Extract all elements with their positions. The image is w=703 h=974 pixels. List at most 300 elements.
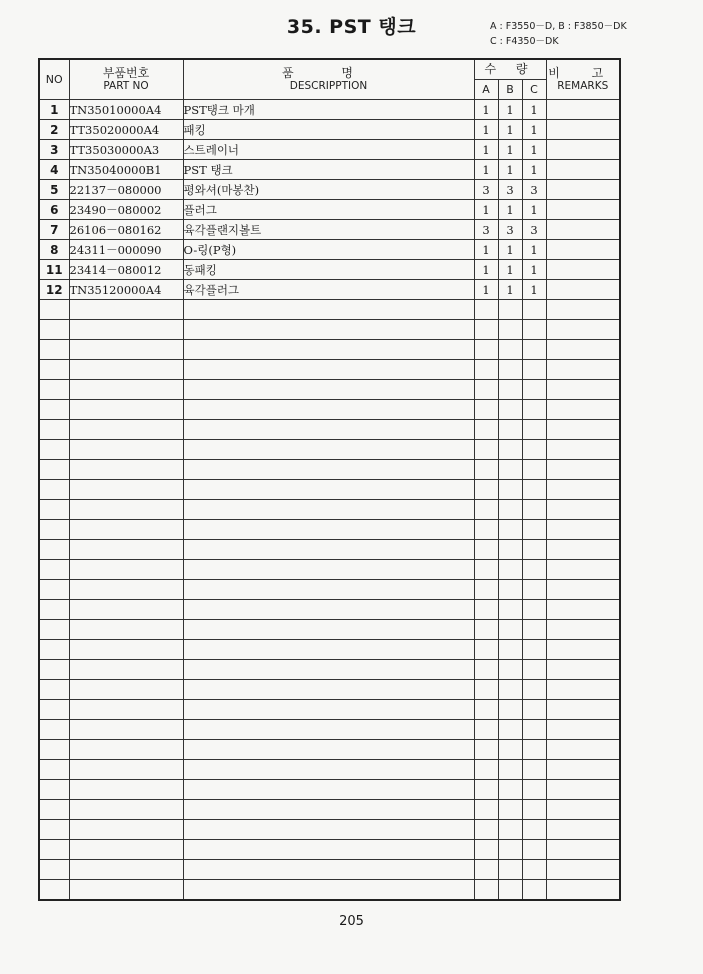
header-description-ko: 품 명	[282, 65, 375, 80]
cell-desc	[183, 740, 474, 760]
cell-a	[474, 840, 498, 860]
cell-part	[69, 480, 183, 500]
table-row	[39, 860, 620, 880]
cell-a	[474, 660, 498, 680]
cell-no	[39, 860, 69, 880]
cell-c	[522, 460, 546, 480]
cell-part: 23414－080012	[69, 260, 183, 280]
cell-part	[69, 820, 183, 840]
cell-c	[522, 660, 546, 680]
model-legend-line-1: A : F3550－D, B : F3850－DK	[490, 21, 627, 32]
table-row	[39, 820, 620, 840]
cell-no: 7	[39, 220, 69, 240]
cell-b	[498, 800, 522, 820]
cell-part	[69, 420, 183, 440]
cell-a	[474, 540, 498, 560]
cell-part	[69, 360, 183, 380]
cell-remarks	[546, 120, 620, 140]
cell-a	[474, 600, 498, 620]
cell-desc	[183, 380, 474, 400]
page-number: 205	[339, 914, 364, 929]
cell-b: 3	[498, 180, 522, 200]
cell-no	[39, 620, 69, 640]
cell-c	[522, 540, 546, 560]
cell-desc: 동패킹	[183, 260, 474, 280]
table-row	[39, 340, 620, 360]
cell-part	[69, 460, 183, 480]
cell-remarks	[546, 660, 620, 680]
cell-b	[498, 520, 522, 540]
cell-no	[39, 580, 69, 600]
cell-a	[474, 580, 498, 600]
cell-no	[39, 400, 69, 420]
cell-a	[474, 520, 498, 540]
cell-remarks	[546, 580, 620, 600]
cell-no	[39, 780, 69, 800]
table-row	[39, 680, 620, 700]
cell-remarks	[546, 400, 620, 420]
cell-b	[498, 860, 522, 880]
cell-b: 1	[498, 100, 522, 120]
cell-remarks	[546, 220, 620, 240]
cell-b	[498, 300, 522, 320]
cell-part: TT35020000A4	[69, 120, 183, 140]
header-qty-c: C	[522, 80, 546, 100]
cell-c	[522, 860, 546, 880]
cell-remarks	[546, 540, 620, 560]
cell-b	[498, 560, 522, 580]
cell-remarks	[546, 460, 620, 480]
cell-remarks	[546, 140, 620, 160]
cell-no	[39, 880, 69, 901]
cell-part	[69, 840, 183, 860]
cell-remarks	[546, 500, 620, 520]
cell-no	[39, 680, 69, 700]
cell-part	[69, 380, 183, 400]
header-quantity-ko: 수 량	[484, 62, 536, 76]
table-row	[39, 440, 620, 460]
cell-remarks	[546, 260, 620, 280]
table-row	[39, 300, 620, 320]
cell-desc: PST 탱크	[183, 160, 474, 180]
cell-a: 1	[474, 100, 498, 120]
cell-no	[39, 740, 69, 760]
cell-part	[69, 300, 183, 320]
cell-no	[39, 300, 69, 320]
cell-part	[69, 620, 183, 640]
cell-b	[498, 400, 522, 420]
cell-c: 1	[522, 120, 546, 140]
cell-c	[522, 780, 546, 800]
cell-no	[39, 340, 69, 360]
cell-c	[522, 880, 546, 901]
cell-desc	[183, 660, 474, 680]
cell-b: 1	[498, 200, 522, 220]
cell-b	[498, 700, 522, 720]
cell-b	[498, 880, 522, 901]
parts-table	[38, 58, 621, 901]
model-legend-line-2: C : F4350－DK	[490, 36, 559, 47]
page-title: 35. PST 탱크	[286, 16, 417, 38]
table-row	[39, 380, 620, 400]
cell-b: 1	[498, 260, 522, 280]
header-description	[183, 59, 474, 100]
cell-part	[69, 320, 183, 340]
cell-part	[69, 720, 183, 740]
table-row	[39, 140, 620, 160]
cell-a	[474, 420, 498, 440]
cell-part	[69, 740, 183, 760]
cell-a: 1	[474, 160, 498, 180]
cell-no: 8	[39, 240, 69, 260]
cell-part	[69, 560, 183, 580]
cell-no: 1	[39, 100, 69, 120]
cell-c: 1	[522, 160, 546, 180]
table-row	[39, 500, 620, 520]
cell-a: 1	[474, 240, 498, 260]
cell-remarks	[546, 160, 620, 180]
cell-desc	[183, 300, 474, 320]
cell-no	[39, 700, 69, 720]
header-remarks	[546, 59, 620, 100]
table-row	[39, 260, 620, 280]
cell-desc	[183, 680, 474, 700]
cell-a: 1	[474, 140, 498, 160]
cell-no	[39, 660, 69, 680]
cell-a	[474, 680, 498, 700]
cell-no	[39, 460, 69, 480]
cell-remarks	[546, 380, 620, 400]
table-row	[39, 480, 620, 500]
cell-desc	[183, 720, 474, 740]
cell-c	[522, 820, 546, 840]
cell-c: 1	[522, 240, 546, 260]
cell-no	[39, 800, 69, 820]
cell-part: TN35040000B1	[69, 160, 183, 180]
cell-no: 2	[39, 120, 69, 140]
cell-no	[39, 820, 69, 840]
cell-desc	[183, 360, 474, 380]
cell-part	[69, 440, 183, 460]
cell-remarks	[546, 820, 620, 840]
cell-part	[69, 660, 183, 680]
cell-desc	[183, 860, 474, 880]
cell-part	[69, 700, 183, 720]
header-part-no	[69, 59, 183, 100]
header-remarks-en: REMARKS	[557, 79, 609, 92]
cell-c	[522, 360, 546, 380]
cell-desc	[183, 500, 474, 520]
table-row	[39, 740, 620, 760]
cell-c	[522, 560, 546, 580]
cell-desc: 패킹	[183, 120, 474, 140]
cell-c	[522, 680, 546, 700]
cell-b	[498, 740, 522, 760]
cell-c: 3	[522, 220, 546, 240]
cell-desc: 플러그	[183, 200, 474, 220]
table-row	[39, 360, 620, 380]
cell-a: 1	[474, 280, 498, 300]
cell-c	[522, 620, 546, 640]
cell-c	[522, 440, 546, 460]
cell-part: 23490－080002	[69, 200, 183, 220]
cell-remarks	[546, 520, 620, 540]
cell-no	[39, 720, 69, 740]
table-row	[39, 540, 620, 560]
cell-b: 1	[498, 280, 522, 300]
cell-remarks	[546, 480, 620, 500]
table-row	[39, 100, 620, 120]
cell-b	[498, 380, 522, 400]
table-row	[39, 700, 620, 720]
cell-part	[69, 520, 183, 540]
cell-part: TN35120000A4	[69, 280, 183, 300]
cell-c	[522, 720, 546, 740]
cell-a	[474, 560, 498, 580]
cell-desc	[183, 560, 474, 580]
cell-desc: O-링(P형)	[183, 240, 474, 260]
cell-b: 1	[498, 160, 522, 180]
cell-a	[474, 700, 498, 720]
cell-c	[522, 700, 546, 720]
cell-desc	[183, 880, 474, 901]
cell-desc	[183, 820, 474, 840]
table-row	[39, 580, 620, 600]
cell-no	[39, 440, 69, 460]
cell-desc	[183, 600, 474, 620]
cell-remarks	[546, 100, 620, 120]
table-row	[39, 760, 620, 780]
cell-c: 1	[522, 260, 546, 280]
cell-part	[69, 540, 183, 560]
parts-table-body	[39, 100, 620, 901]
table-row	[39, 320, 620, 340]
cell-b	[498, 640, 522, 660]
table-row	[39, 840, 620, 860]
table-row	[39, 280, 620, 300]
cell-a	[474, 720, 498, 740]
table-row	[39, 720, 620, 740]
table-row	[39, 640, 620, 660]
cell-a	[474, 400, 498, 420]
cell-no	[39, 380, 69, 400]
cell-a: 3	[474, 220, 498, 240]
header-qty-a: A	[474, 80, 498, 100]
cell-c: 1	[522, 100, 546, 120]
cell-b	[498, 660, 522, 680]
cell-desc: 육각플러그	[183, 280, 474, 300]
cell-a: 3	[474, 180, 498, 200]
cell-desc	[183, 460, 474, 480]
cell-part	[69, 880, 183, 901]
cell-c	[522, 740, 546, 760]
cell-desc: 육각플랜지볼트	[183, 220, 474, 240]
cell-no: 6	[39, 200, 69, 220]
cell-part: TT35030000A3	[69, 140, 183, 160]
cell-c	[522, 420, 546, 440]
cell-a	[474, 640, 498, 660]
cell-desc	[183, 760, 474, 780]
cell-no	[39, 540, 69, 560]
table-row	[39, 520, 620, 540]
cell-a	[474, 860, 498, 880]
cell-remarks	[546, 560, 620, 580]
cell-remarks	[546, 740, 620, 760]
cell-a	[474, 760, 498, 780]
cell-desc	[183, 800, 474, 820]
cell-c	[522, 320, 546, 340]
table-row	[39, 160, 620, 180]
table-row	[39, 600, 620, 620]
cell-part	[69, 400, 183, 420]
cell-no	[39, 320, 69, 340]
cell-remarks	[546, 680, 620, 700]
table-row	[39, 220, 620, 240]
cell-part	[69, 800, 183, 820]
cell-c: 1	[522, 140, 546, 160]
cell-remarks	[546, 800, 620, 820]
cell-c	[522, 600, 546, 620]
cell-c	[522, 640, 546, 660]
cell-part	[69, 860, 183, 880]
cell-no: 4	[39, 160, 69, 180]
cell-remarks	[546, 880, 620, 901]
header-remarks-ko: 비 고	[548, 65, 618, 80]
cell-part: TN35010000A4	[69, 100, 183, 120]
cell-desc	[183, 420, 474, 440]
header-description-en: DESCRIPPTION	[289, 79, 368, 92]
header-quantity	[474, 59, 546, 80]
cell-no	[39, 560, 69, 580]
cell-desc	[183, 340, 474, 360]
cell-b	[498, 340, 522, 360]
parts-table-header	[39, 59, 620, 100]
table-row	[39, 780, 620, 800]
header-no: NO	[39, 59, 69, 100]
cell-desc	[183, 580, 474, 600]
cell-b	[498, 420, 522, 440]
cell-remarks	[546, 780, 620, 800]
cell-a	[474, 340, 498, 360]
cell-part	[69, 640, 183, 660]
cell-c: 3	[522, 180, 546, 200]
cell-b	[498, 720, 522, 740]
cell-b	[498, 780, 522, 800]
table-row	[39, 880, 620, 901]
cell-c	[522, 480, 546, 500]
cell-desc	[183, 520, 474, 540]
cell-b	[498, 680, 522, 700]
cell-b	[498, 540, 522, 560]
cell-remarks	[546, 720, 620, 740]
cell-a	[474, 460, 498, 480]
cell-desc: PST탱크 마개	[183, 100, 474, 120]
cell-a: 1	[474, 200, 498, 220]
cell-desc	[183, 320, 474, 340]
cell-b: 1	[498, 240, 522, 260]
cell-desc	[183, 400, 474, 420]
table-row	[39, 560, 620, 580]
table-row	[39, 240, 620, 260]
table-row	[39, 200, 620, 220]
cell-part: 24311－000090	[69, 240, 183, 260]
cell-part	[69, 760, 183, 780]
cell-no: 3	[39, 140, 69, 160]
table-row	[39, 400, 620, 420]
table-row	[39, 800, 620, 820]
table-row	[39, 120, 620, 140]
cell-remarks	[546, 840, 620, 860]
cell-b	[498, 840, 522, 860]
cell-remarks	[546, 240, 620, 260]
cell-c	[522, 300, 546, 320]
cell-desc: 스트레이너	[183, 140, 474, 160]
cell-remarks	[546, 280, 620, 300]
table-row	[39, 180, 620, 200]
cell-c	[522, 500, 546, 520]
cell-part	[69, 580, 183, 600]
cell-b: 1	[498, 120, 522, 140]
cell-a	[474, 740, 498, 760]
cell-desc	[183, 480, 474, 500]
cell-no: 11	[39, 260, 69, 280]
cell-c	[522, 400, 546, 420]
cell-a	[474, 300, 498, 320]
cell-desc	[183, 540, 474, 560]
cell-c	[522, 800, 546, 820]
cell-c: 1	[522, 280, 546, 300]
cell-remarks	[546, 640, 620, 660]
cell-c	[522, 340, 546, 360]
table-row	[39, 620, 620, 640]
cell-b	[498, 440, 522, 460]
cell-c	[522, 760, 546, 780]
cell-no: 12	[39, 280, 69, 300]
cell-c	[522, 840, 546, 860]
cell-no	[39, 500, 69, 520]
cell-b	[498, 320, 522, 340]
cell-no	[39, 420, 69, 440]
cell-part: 26106－080162	[69, 220, 183, 240]
header-part-no-ko: 부품번호	[102, 65, 150, 80]
model-legend	[490, 19, 627, 49]
cell-no	[39, 600, 69, 620]
header-part-no-en: PART NO	[103, 79, 149, 92]
cell-a: 1	[474, 120, 498, 140]
table-row	[39, 420, 620, 440]
cell-desc	[183, 700, 474, 720]
cell-b: 3	[498, 220, 522, 240]
cell-b	[498, 600, 522, 620]
cell-b	[498, 580, 522, 600]
table-row	[39, 460, 620, 480]
cell-remarks	[546, 420, 620, 440]
cell-remarks	[546, 200, 620, 220]
cell-b	[498, 360, 522, 380]
cell-a	[474, 880, 498, 901]
cell-a	[474, 320, 498, 340]
cell-b	[498, 820, 522, 840]
cell-a	[474, 440, 498, 460]
cell-desc	[183, 780, 474, 800]
cell-remarks	[546, 620, 620, 640]
cell-a: 1	[474, 260, 498, 280]
cell-remarks	[546, 860, 620, 880]
cell-remarks	[546, 760, 620, 780]
cell-a	[474, 780, 498, 800]
cell-a	[474, 800, 498, 820]
cell-a	[474, 480, 498, 500]
